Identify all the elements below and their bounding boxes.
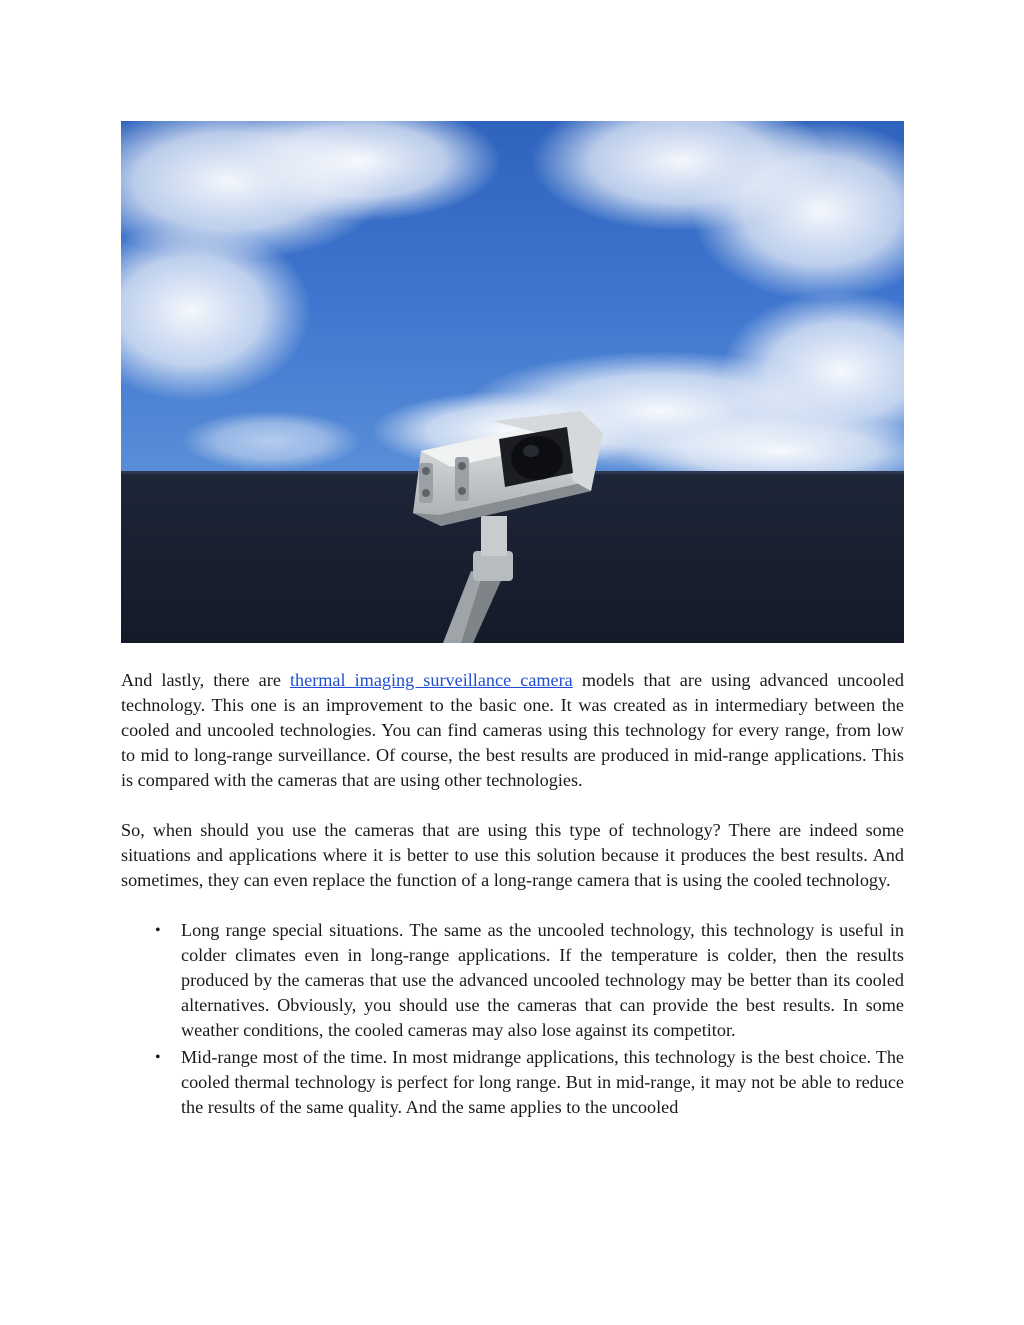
bullet-text: Long range special situations. The same as the uncooled technology, this technology is useful in colder climates even in long-range applications. If the temperature is colder, then the results produced by the cameras that use the advanced uncooled technology may be better than its cooled alternatives. Obviously, you should use the cameras that can provide the best results. In some weather conditions, the cooled cameras may also lose against its competitor. xyxy=(181,920,904,1040)
bullet-marker: • xyxy=(155,922,161,939)
paragraph-usage: So, when should you use the cameras that are using this type of technology? There are indeed some situations and applications where it is better to use this solution because it produces the best results. And sometimes, they can even replace the function of a long-range camera that is using the cooled technology. xyxy=(121,820,904,890)
thermal-camera-link[interactable]: thermal imaging surveillance camera xyxy=(289,670,573,690)
paragraph-intro xyxy=(121,668,904,793)
paragraph-intro-lead: And lastly, there are xyxy=(121,670,290,690)
article-body xyxy=(121,668,904,1122)
paragraph-intro-rest: models that are using advanced uncooled technology. This one is an improvement to the basic one. It was created as in intermediary between the cooled and uncooled technologies. You can find cameras using this technology for every range, from low to mid to long-range surveillance. Of course, the best results are produced in mid-range applications. This is compared with the cameras that are using other technologies. xyxy=(121,670,905,790)
list-item xyxy=(121,1045,904,1120)
list-item xyxy=(121,918,904,1043)
bullet-list xyxy=(121,918,904,1120)
security-camera-photo xyxy=(121,121,904,643)
camera-image xyxy=(121,121,904,643)
bullet-marker: • xyxy=(155,1049,161,1066)
bullet-text: Mid-range most of the time. In most midrange applications, this technology is the best choice. The cooled thermal technology is perfect for long range. But in mid-range, it may not be able to reduce the results of the same quality. And the same applies to the uncooled xyxy=(181,1047,904,1117)
